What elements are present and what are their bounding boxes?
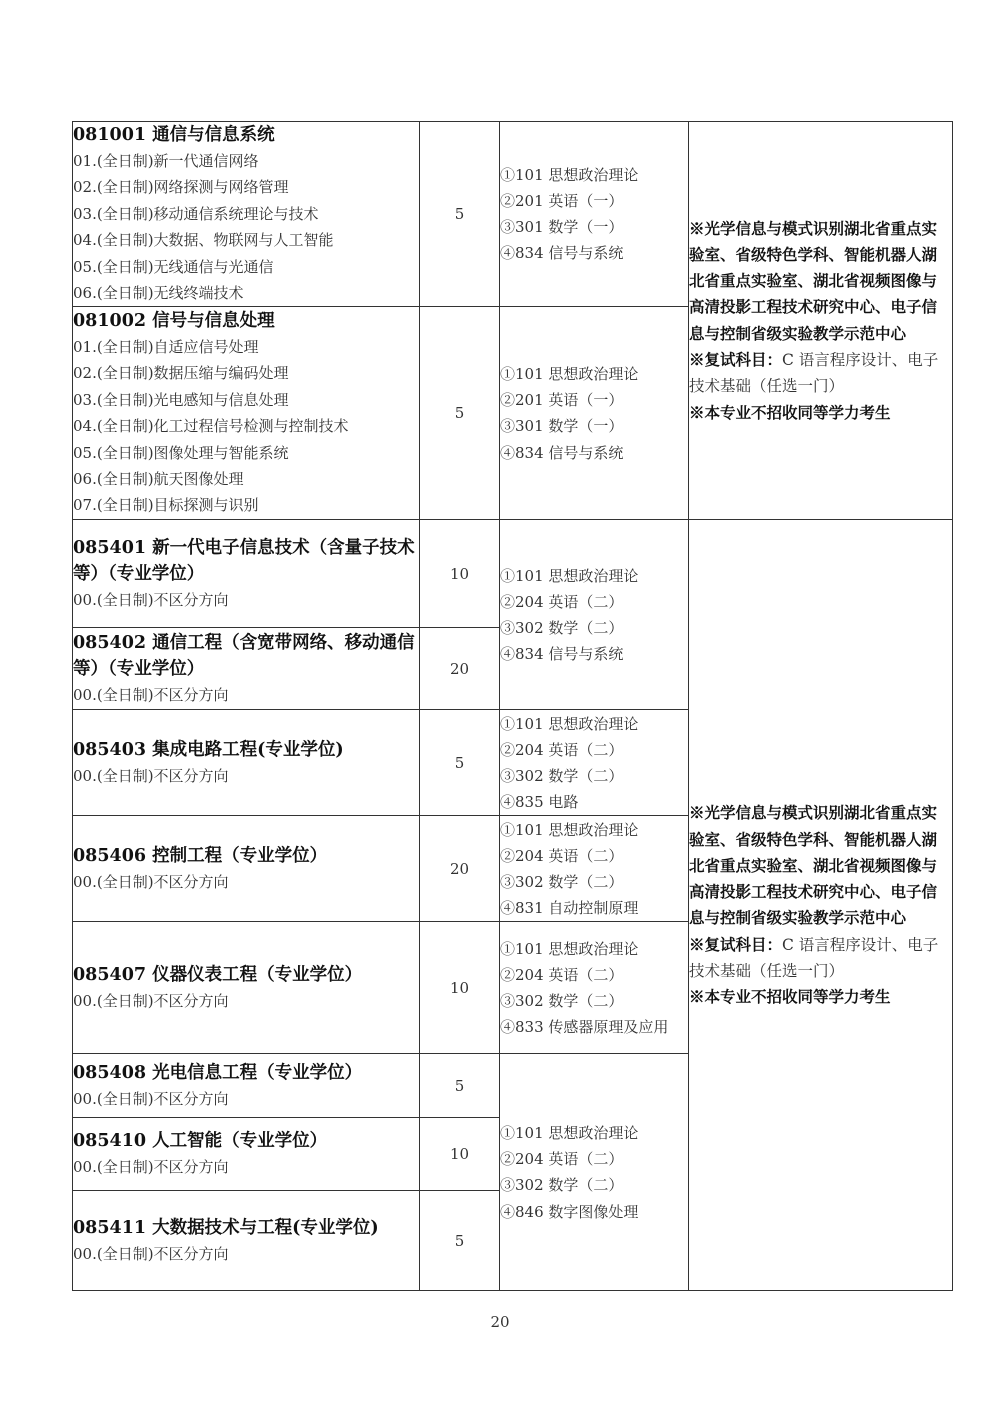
direction-item: 04.(全日制)大数据、物联网与人工智能 — [73, 231, 334, 250]
equivalent-note: ※本专业不招收同等学力考生 — [689, 402, 891, 422]
direction-item: 00.(全日制)不区分方向 — [73, 991, 229, 1010]
exam-subject: ②204 英语（二） — [500, 1150, 624, 1169]
exam-subject: ①101 思想政治理论 — [500, 165, 639, 184]
major-cell — [73, 922, 420, 1054]
enrollment-count: 10 — [420, 1118, 500, 1191]
direction-item: 03.(全日制)光电感知与信息处理 — [73, 390, 289, 409]
major-cell — [73, 816, 420, 922]
major-title: 085406 控制工程（专业学位） — [73, 845, 328, 866]
exam-subject: ②204 英语（二） — [500, 965, 624, 984]
major-cell — [73, 1054, 420, 1118]
exam-subject: ③301 数学（一） — [500, 218, 624, 237]
retest-label: ※复试科目： — [689, 934, 783, 954]
major-cell — [73, 628, 420, 710]
enrollment-count: 10 — [420, 922, 500, 1054]
enrollment-count: 20 — [420, 816, 500, 922]
major-cell — [73, 1191, 420, 1291]
exam-subject: ①101 思想政治理论 — [500, 1124, 639, 1143]
table-row — [73, 122, 953, 307]
lab-note: ※光学信息与模式识别湖北省重点实验室、省级特色学科、智能机器人湖北省重点实验室、湖北省视频图像与高清投影工程技术研究中心、电子信息与控制省级实验教学示范中心 — [689, 218, 938, 343]
direction-item: 03.(全日制)移动通信系统理论与技术 — [73, 204, 319, 223]
major-title: 081002 信号与信息处理 — [73, 311, 275, 332]
equivalent-note: ※本专业不招收同等学力考生 — [689, 987, 891, 1007]
page-number: 20 — [490, 1313, 510, 1331]
direction-item: 05.(全日制)无线通信与光通信 — [73, 257, 274, 276]
major-cell — [73, 520, 420, 628]
major-cell — [73, 710, 420, 816]
exam-subject: ②204 英语（二） — [500, 740, 624, 759]
exam-subject: ②201 英语（一） — [500, 391, 624, 410]
retest-note — [689, 932, 952, 985]
exam-subject: ③302 数学（二） — [500, 872, 624, 891]
exam-subject: ②204 英语（二） — [500, 592, 624, 611]
table-row — [73, 520, 953, 628]
remarks-cell — [689, 122, 953, 520]
major-title: 085402 通信工程（含宽带网络、移动通信等）（专业学位） — [73, 632, 415, 679]
retest-label: ※复试科目： — [689, 350, 783, 370]
exam-subject: ④834 信号与系统 — [500, 244, 624, 263]
direction-item: 00.(全日制)不区分方向 — [73, 1244, 229, 1263]
exam-subject: ③302 数学（二） — [500, 618, 624, 637]
direction-item: 04.(全日制)化工过程信号检测与控制技术 — [73, 417, 349, 436]
major-title: 085408 光电信息工程（专业学位） — [73, 1062, 363, 1083]
exam-subject: ①101 思想政治理论 — [500, 566, 639, 585]
exam-subject: ②204 英语（二） — [500, 846, 624, 865]
exam-subject: ④846 数字图像处理 — [500, 1202, 639, 1221]
exam-subject: ④835 电路 — [500, 793, 579, 812]
exam-subject: ①101 思想政治理论 — [500, 365, 639, 384]
retest-subjects: C 语言程序设计、电子技术基础（任选一门） — [689, 935, 939, 981]
major-title: 085407 仪器仪表工程（专业学位） — [73, 964, 363, 985]
retest-subjects: C 语言程序设计、电子技术基础（任选一门） — [689, 351, 939, 396]
major-cell — [73, 307, 420, 520]
admissions-table — [72, 121, 953, 1291]
lab-note: ※光学信息与模式识别湖北省重点实验室、省级特色学科、智能机器人湖北省重点实验室、湖北省视频图像与高清投影工程技术研究中心、电子信息与控制省级实验教学示范中心 — [689, 803, 938, 928]
enrollment-count: 5 — [420, 122, 500, 307]
exam-subjects — [500, 710, 689, 816]
exam-subject: ④833 传感器原理及应用 — [500, 1018, 669, 1037]
direction-item: 00.(全日制)不区分方向 — [73, 685, 229, 704]
exam-subjects — [500, 816, 689, 922]
exam-subject: ①101 思想政治理论 — [500, 939, 639, 958]
exam-subject: ①101 思想政治理论 — [500, 714, 639, 733]
major-cell — [73, 1118, 420, 1191]
direction-item: 01.(全日制)新一代通信网络 — [73, 152, 259, 170]
major-cell — [73, 122, 420, 307]
exam-subjects — [500, 922, 689, 1054]
exam-subject: ①101 思想政治理论 — [500, 820, 639, 839]
exam-subject: ③302 数学（二） — [500, 766, 624, 785]
direction-item: 00.(全日制)不区分方向 — [73, 1158, 229, 1177]
enrollment-count: 5 — [420, 1191, 500, 1291]
retest-note — [689, 347, 952, 400]
major-title: 085403 集成电路工程(专业学位) — [73, 739, 344, 760]
direction-item: 05.(全日制)图像处理与智能系统 — [73, 443, 289, 462]
exam-subject: ④834 信号与系统 — [500, 645, 624, 664]
exam-subjects — [500, 307, 689, 520]
enrollment-count: 5 — [420, 1054, 500, 1118]
enrollment-count: 10 — [420, 520, 500, 628]
exam-subject: ③301 数学（一） — [500, 417, 624, 436]
major-title: 081001 通信与信息系统 — [73, 125, 275, 145]
exam-subject: ④831 自动控制原理 — [500, 899, 639, 918]
major-title: 085411 大数据技术与工程(专业学位) — [73, 1217, 379, 1238]
enrollment-count: 5 — [420, 710, 500, 816]
enrollment-count: 5 — [420, 307, 500, 520]
direction-item: 00.(全日制)不区分方向 — [73, 1089, 229, 1108]
direction-item: 01.(全日制)自适应信号处理 — [73, 338, 259, 357]
major-title: 085401 新一代电子信息技术（含量子技术等）（专业学位） — [73, 537, 415, 584]
direction-item: 06.(全日制)航天图像处理 — [73, 470, 244, 489]
direction-item: 00.(全日制)不区分方向 — [73, 766, 229, 785]
direction-item: 07.(全日制)目标探测与识别 — [73, 496, 259, 515]
exam-subject: ③302 数学（二） — [500, 1176, 624, 1195]
direction-item: 00.(全日制)不区分方向 — [73, 590, 229, 609]
remarks-cell — [689, 520, 953, 1291]
direction-item: 02.(全日制)网络探测与网络管理 — [73, 178, 289, 197]
direction-item: 02.(全日制)数据压缩与编码处理 — [73, 364, 289, 383]
exam-subject: ②201 英语（一） — [500, 192, 624, 211]
direction-item: 06.(全日制)无线终端技术 — [73, 284, 244, 303]
exam-subjects — [500, 520, 689, 710]
exam-subjects — [500, 122, 689, 307]
enrollment-count: 20 — [420, 628, 500, 710]
exam-subject: ④834 信号与系统 — [500, 443, 624, 462]
direction-item: 00.(全日制)不区分方向 — [73, 872, 229, 891]
major-title: 085410 人工智能（专业学位） — [73, 1131, 328, 1152]
exam-subjects — [500, 1054, 689, 1291]
exam-subject: ③302 数学（二） — [500, 991, 624, 1010]
